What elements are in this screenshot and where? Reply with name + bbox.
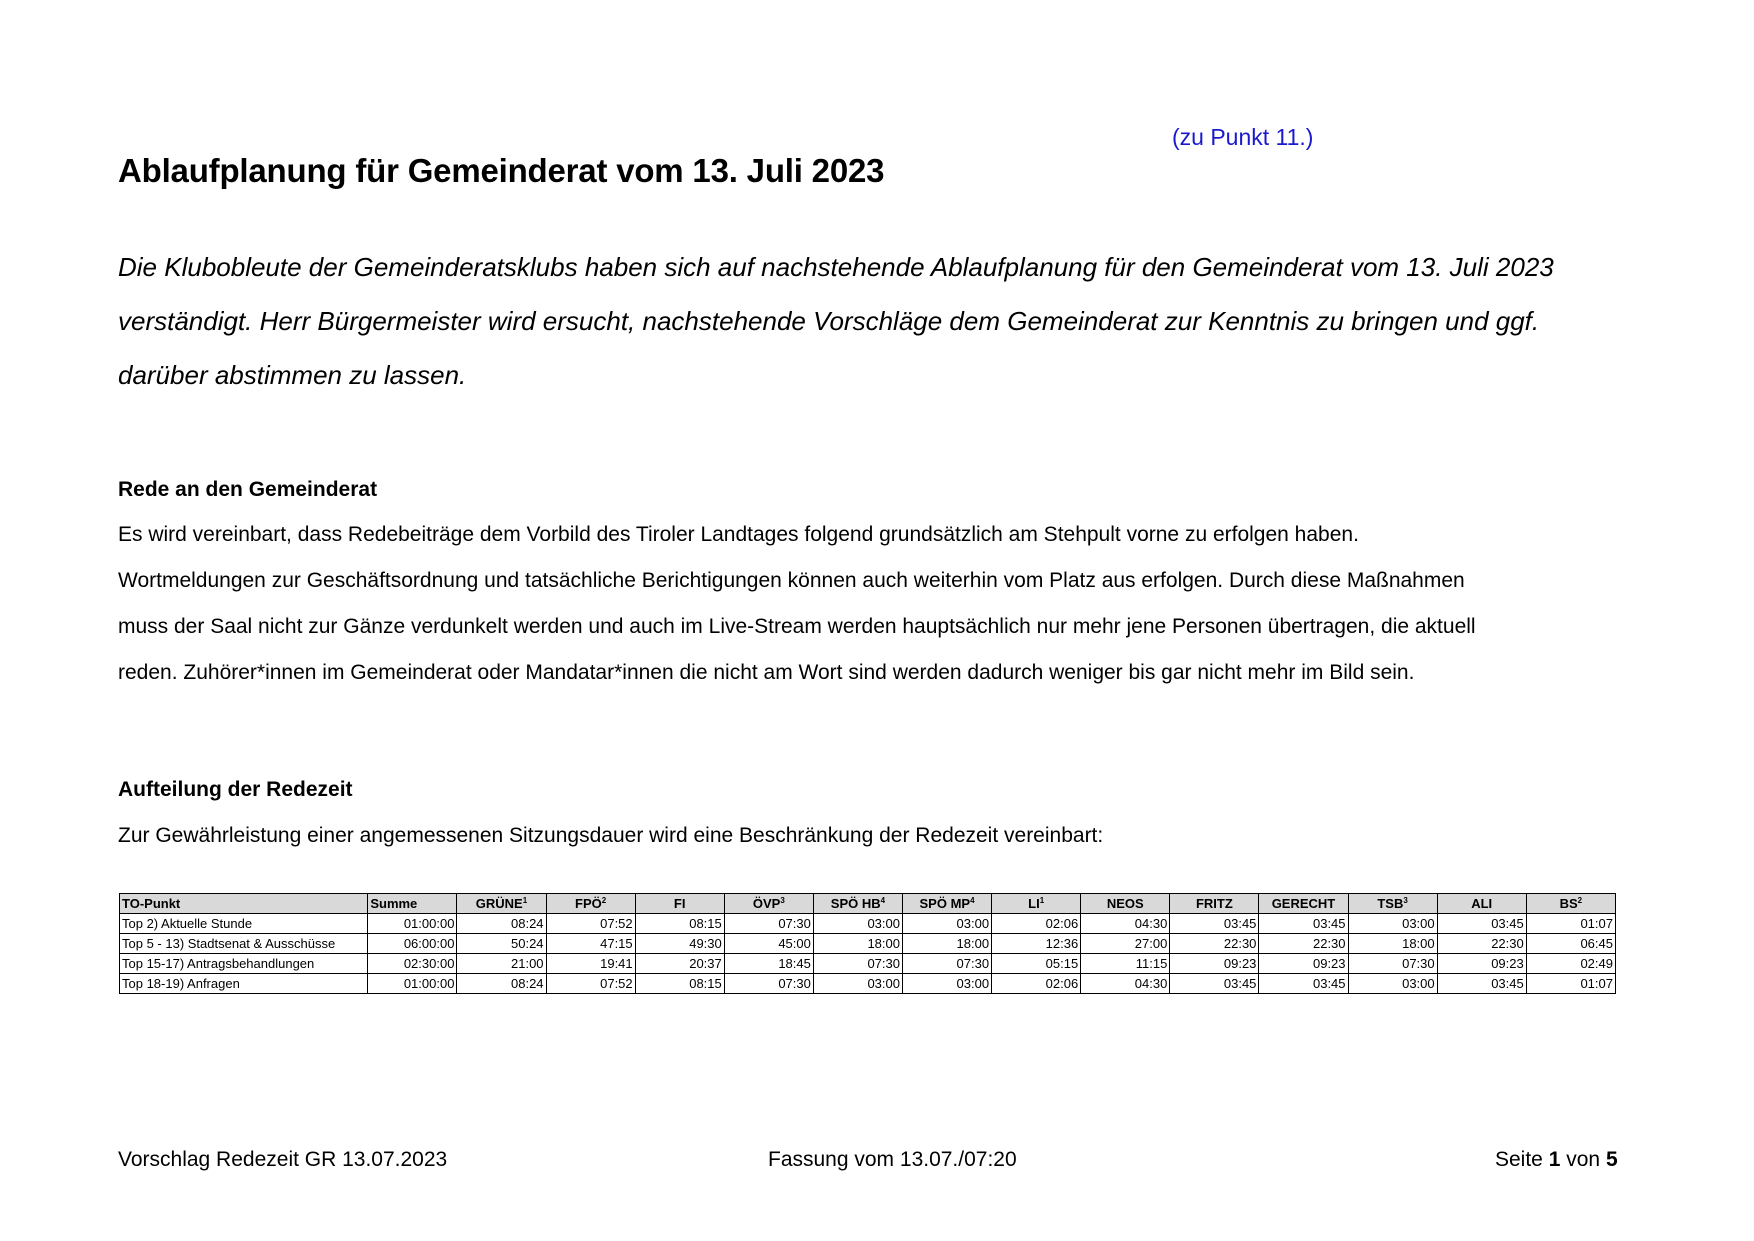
- footer-document-label: Vorschlag Redezeit GR 13.07.2023: [118, 1148, 448, 1171]
- table-cell: 02:06: [992, 974, 1081, 994]
- rede-line: Wortmeldungen zur Geschäftsordnung und tatsächliche Berichtigungen können auch weiterhin vom Platz aus erfolgen. Durch diese Maßnahmen: [118, 569, 1465, 592]
- table-cell: 21:00: [457, 954, 546, 974]
- rede-line: muss der Saal nicht zur Gänze verdunkelt werden und auch im Live-Stream werden hauptsächlich nur mehr jene Personen übertragen, die aktuell: [118, 615, 1476, 638]
- table-row: [120, 954, 1616, 974]
- table-cell: 08:15: [635, 914, 724, 934]
- speaking-time-table: [119, 893, 1616, 994]
- table-cell: 07:30: [1348, 954, 1437, 974]
- table-cell: 07:30: [813, 954, 902, 974]
- footer-version: Fassung vom 13.07./07:20: [768, 1148, 1017, 1171]
- table-cell: 07:52: [546, 914, 635, 934]
- table-cell: 03:45: [1170, 974, 1259, 994]
- table-cell: 22:30: [1259, 934, 1348, 954]
- table-cell: 03:45: [1170, 914, 1259, 934]
- table-row: [120, 974, 1616, 994]
- column-header-li: $LI^1$: [992, 894, 1081, 914]
- table-cell: 18:00: [1348, 934, 1437, 954]
- table-cell: 49:30: [635, 934, 724, 954]
- table-cell: 27:00: [1081, 934, 1170, 954]
- table-row: [120, 914, 1616, 934]
- table-cell: 03:00: [1348, 914, 1437, 934]
- table-cell: 06:45: [1526, 934, 1615, 954]
- column-header-oevp: ÖVP$^3$: [724, 894, 813, 914]
- table-cell: 01:00:00: [368, 914, 457, 934]
- footer-page-number: Seite 1 von 5: [1495, 1148, 1618, 1171]
- table-cell: 06:00:00: [368, 934, 457, 954]
- table-cell: 03:45: [1259, 974, 1348, 994]
- table-cell: 02:06: [992, 914, 1081, 934]
- table-cell: 22:30: [1170, 934, 1259, 954]
- table-cell: 08:15: [635, 974, 724, 994]
- table-cell-topic: Top 18-19) Anfragen: [120, 974, 368, 994]
- table-cell: 45:00: [724, 934, 813, 954]
- table-cell-topic: Top 15-17) Antragsbehandlungen: [120, 954, 368, 974]
- table-cell: 04:30: [1081, 914, 1170, 934]
- table-cell: 05:15: [992, 954, 1081, 974]
- table-cell: 07:30: [724, 974, 813, 994]
- column-header-spoe-mp: SPÖ $MP^4$: [902, 894, 991, 914]
- table-cell: 03:00: [813, 914, 902, 934]
- column-header-bs: $BS^2$: [1526, 894, 1615, 914]
- table-cell: 03:00: [813, 974, 902, 994]
- table-cell: 07:30: [902, 954, 991, 974]
- table-cell: 01:07: [1526, 914, 1615, 934]
- column-header-gerecht: GERECHT: [1259, 894, 1348, 914]
- table-cell: 09:23: [1170, 954, 1259, 974]
- column-header-neos: NEOS: [1081, 894, 1170, 914]
- rede-line: Es wird vereinbart, dass Redebeiträge dem Vorbild des Tiroler Landtages folgend grundsätzlich am Stehpult vorne zu erfolgen haben.: [118, 523, 1359, 546]
- table-cell: 07:52: [546, 974, 635, 994]
- column-header-tsb: TSB$^3$: [1348, 894, 1437, 914]
- table-cell: 02:30:00: [368, 954, 457, 974]
- table-row: [120, 934, 1616, 954]
- table-cell: 20:37: [635, 954, 724, 974]
- section-heading-rede: Rede an den Gemeinderat: [118, 478, 378, 501]
- table-cell: 47:15: [546, 934, 635, 954]
- table-cell: 03:45: [1437, 914, 1526, 934]
- column-header-gruene: GRÜNE$^1$: [457, 894, 546, 914]
- table-cell: 03:45: [1259, 914, 1348, 934]
- table-cell: 02:49: [1526, 954, 1615, 974]
- aufteilung-line: Zur Gewährleistung einer angemessenen Sitzungsdauer wird eine Beschränkung der Redezeit vereinbart:: [118, 824, 1104, 847]
- table-cell: 03:45: [1437, 974, 1526, 994]
- table-cell: 12:36: [992, 934, 1081, 954]
- table-cell: 03:00: [902, 914, 991, 934]
- table-cell: 18:00: [902, 934, 991, 954]
- table-cell: 18:00: [813, 934, 902, 954]
- table-cell-topic: Top 2) Aktuelle Stunde: [120, 914, 368, 934]
- table-cell: 03:00: [1348, 974, 1437, 994]
- column-header-fritz: FRITZ: [1170, 894, 1259, 914]
- table-cell: 04:30: [1081, 974, 1170, 994]
- section-heading-aufteilung: Aufteilung der Redezeit: [118, 778, 353, 801]
- column-header-topic: TO-Punkt: [120, 894, 368, 914]
- table-cell: 09:23: [1437, 954, 1526, 974]
- reference-note: (zu Punkt 11.): [1172, 124, 1314, 150]
- table-cell: 03:00: [902, 974, 991, 994]
- table-cell: 08:24: [457, 974, 546, 994]
- table-cell: 07:30: [724, 914, 813, 934]
- column-header-fpoe: FPÖ$^2$: [546, 894, 635, 914]
- column-header-ali: ALI: [1437, 894, 1526, 914]
- table-cell: 22:30: [1437, 934, 1526, 954]
- table-cell: 01:00:00: [368, 974, 457, 994]
- rede-paragraph: [118, 512, 1638, 696]
- rede-line: reden. Zuhörer*innen im Gemeinderat oder Mandatar*innen die nicht am Wort sind werden dadurch weniger bis gar nicht mehr im Bild sein.: [118, 661, 1415, 684]
- table-cell: 08:24: [457, 914, 546, 934]
- column-header-sum: Summe: [368, 894, 457, 914]
- intro-line: Die Klubobleute der Gemeinderatsklubs haben sich auf nachstehende Ablaufplanung für den Gemeinderat vom 13. Juli 2023: [118, 252, 1554, 282]
- table-cell: 01:07: [1526, 974, 1615, 994]
- table-cell: 09:23: [1259, 954, 1348, 974]
- intro-line: darüber abstimmen zu lassen.: [118, 360, 467, 390]
- table-cell: 18:45: [724, 954, 813, 974]
- intro-line: verständigt. Herr Bürgermeister wird ersucht, nachstehende Vorschläge dem Gemeinderat zur Kenntnis zu bringen und ggf.: [118, 306, 1540, 336]
- column-header-spoe-hb: SPÖ $HB^4$: [813, 894, 902, 914]
- table-cell-topic: Top 5 - 13) Stadtsenat & Ausschüsse: [120, 934, 368, 954]
- page-title: Ablaufplanung für Gemeinderat vom 13. Juli 2023: [118, 152, 885, 189]
- intro-paragraph: [118, 240, 1638, 402]
- table-cell: 11:15: [1081, 954, 1170, 974]
- aufteilung-paragraph: [118, 813, 1638, 859]
- table-header-row: [120, 894, 1616, 914]
- table-cell: 19:41: [546, 954, 635, 974]
- column-header-fi: FI: [635, 894, 724, 914]
- table-cell: 50:24: [457, 934, 546, 954]
